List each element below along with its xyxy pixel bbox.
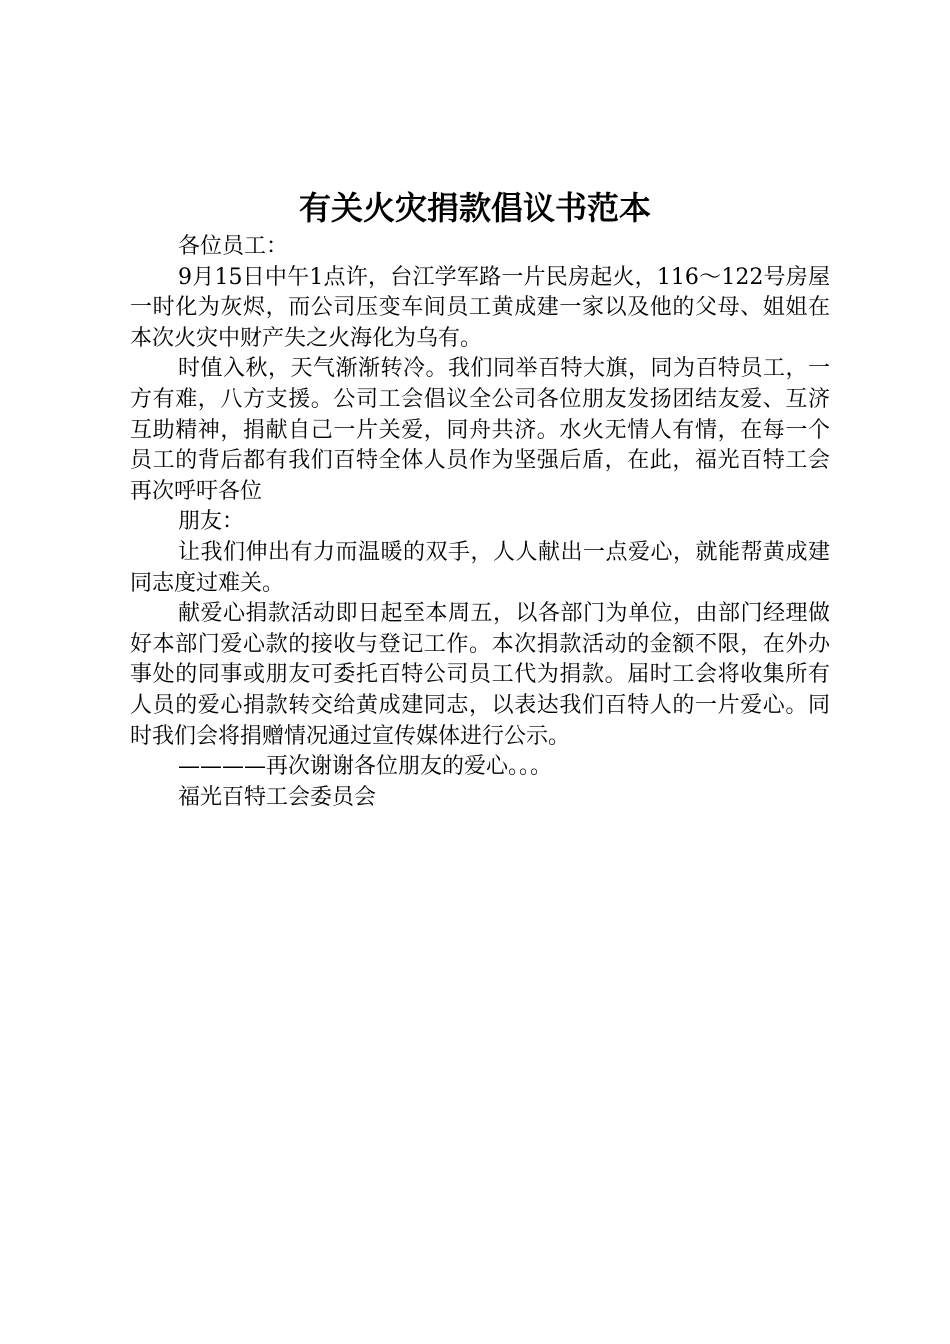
- paragraph-friends: 朋友：: [178, 509, 245, 535]
- paragraph-help: 让我们伸出有力而温暖的双手，人人献出一点爱心，就能帮黄成建同志度过难关。: [130, 539, 830, 596]
- salutation: 各位员工：: [178, 234, 289, 259]
- paragraph-donation-details: 献爱心捐款活动即日起至本周五，以各部门为单位，由部门经理做好本部门爱心款的接收与登记工作。本次捐款活动的金额不限，在外办事处的同事或朋友可委托百特公司员工代为捐款。届时工会将收集所有人员的爱心捐款转交给黄成建同志，以表达我们百特人的一片爱心。同时我们会将捐赠情况通过宣传媒体进行公示。: [130, 601, 830, 749]
- signature: 福光百特工会委员会: [178, 784, 377, 810]
- document-body: [130, 232, 830, 813]
- paragraph-appeal: 时值入秋，天气渐渐转冷。我们同举百特大旗，同为百特员工，一方有难，八方支援。公司工会倡议全公司各位朋友发扬团结友爱、互济互助精神，捐献自己一片关爱，同舟共济。水火无情人有情，在每一个员工的背后都有我们百特全体人员作为坚强后盾，在此，福光百特工会再次呼吁各位: [130, 356, 830, 504]
- paragraph-incident: 9月15日中午1点许，台江学军路一片民房起火，116～122号房屋一时化为灰烬，而公司压变车间员工黄成建一家以及他的父母、姐姐在本次火灾中财产失之火海化为乌有。: [130, 264, 830, 351]
- document-title: 有关火灾捐款倡议书范本: [298, 189, 651, 227]
- closing-thanks: ————再次谢谢各位朋友的爱心。。。: [178, 754, 553, 780]
